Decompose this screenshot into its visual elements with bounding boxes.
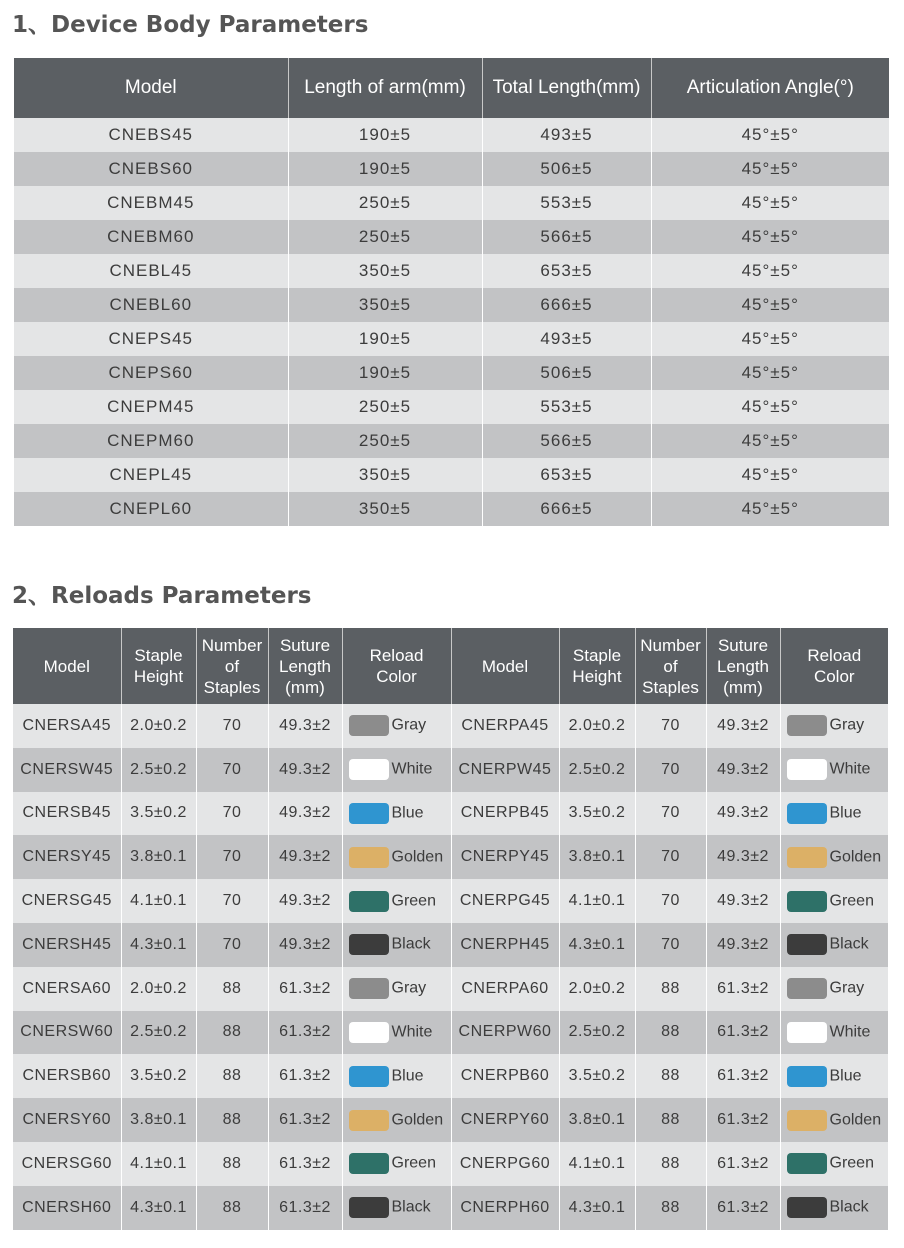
color-name: Black xyxy=(829,1198,869,1216)
reload-model-cell: CNERSB60 xyxy=(13,1054,121,1098)
color-swatch xyxy=(349,1110,389,1131)
table-cell: 350±5 xyxy=(288,288,482,322)
color-name: Green xyxy=(829,892,874,910)
table-cell: 45°±5° xyxy=(651,220,889,254)
reload-height-cell: 4.3±0.1 xyxy=(559,1186,635,1230)
reload-height-cell: 4.1±0.1 xyxy=(559,879,635,923)
color-name: White xyxy=(829,1023,871,1041)
table-cell: 666±5 xyxy=(482,492,651,526)
reload-model-cell: CNERSH45 xyxy=(13,923,121,967)
table-cell: 190±5 xyxy=(288,118,482,152)
table-cell: CNEBM60 xyxy=(14,220,288,254)
table-row xyxy=(14,186,889,220)
reload-color-cell xyxy=(342,1098,451,1142)
reload-model-cell: CNERPB45 xyxy=(451,792,559,836)
table-cell: 45°±5° xyxy=(651,186,889,220)
column-header: Total Length(mm) xyxy=(482,58,651,118)
reload-height-cell: 3.8±0.1 xyxy=(121,835,196,879)
column-header-line: Staples xyxy=(642,677,699,697)
reload-staples-cell: 70 xyxy=(635,835,706,879)
reload-suture-cell: 61.3±2 xyxy=(706,1054,780,1098)
table-cell: 250±5 xyxy=(288,220,482,254)
column-header-line: Length xyxy=(717,656,769,676)
column-header xyxy=(635,628,706,704)
reload-height-cell: 3.5±0.2 xyxy=(559,1054,635,1098)
reload-staples-cell: 88 xyxy=(196,1098,268,1142)
column-header-line: Staple xyxy=(572,646,622,665)
reload-suture-cell: 49.3±2 xyxy=(268,879,342,923)
table-cell: 566±5 xyxy=(482,424,651,458)
reload-height-cell: 3.5±0.2 xyxy=(121,792,196,836)
column-header-line: Number xyxy=(201,635,263,655)
reload-staples-cell: 70 xyxy=(635,792,706,836)
table-cell: 45°±5° xyxy=(651,492,889,526)
table-row xyxy=(13,1054,888,1098)
reload-color-cell xyxy=(780,1098,888,1142)
table-cell: 653±5 xyxy=(482,458,651,492)
column-header-line: Height xyxy=(572,667,622,686)
column-header xyxy=(121,628,196,704)
reload-staples-cell: 88 xyxy=(635,967,706,1011)
reload-height-cell: 2.5±0.2 xyxy=(121,1011,196,1055)
column-header xyxy=(559,628,635,704)
column-header-line: Number xyxy=(640,635,701,655)
table-row xyxy=(14,152,889,186)
color-swatch xyxy=(349,891,389,912)
reload-height-cell: 2.5±0.2 xyxy=(121,748,196,792)
table-cell: 45°±5° xyxy=(651,288,889,322)
table-cell: CNEBL45 xyxy=(14,254,288,288)
column-header: Model xyxy=(14,58,288,118)
reload-suture-cell: 49.3±2 xyxy=(268,748,342,792)
reload-suture-cell: 61.3±2 xyxy=(706,1186,780,1230)
table-cell: 506±5 xyxy=(482,152,651,186)
reload-color-cell xyxy=(780,835,888,879)
reload-color-cell xyxy=(780,792,888,836)
table-cell: 493±5 xyxy=(482,118,651,152)
reload-height-cell: 3.5±0.2 xyxy=(121,1054,196,1098)
color-swatch xyxy=(349,803,389,824)
column-header: Length of arm(mm) xyxy=(288,58,482,118)
reload-model-cell: CNERPA60 xyxy=(451,967,559,1011)
reload-color-cell xyxy=(780,1054,888,1098)
table-cell: 666±5 xyxy=(482,288,651,322)
column-header xyxy=(268,628,342,704)
color-name: Black xyxy=(829,935,869,953)
reload-model-cell: CNERSH60 xyxy=(13,1186,121,1230)
reload-color-cell xyxy=(342,748,451,792)
table-cell: 653±5 xyxy=(482,254,651,288)
table-row xyxy=(13,1142,888,1186)
reload-model-cell: CNERSW45 xyxy=(13,748,121,792)
reload-color-cell xyxy=(780,967,888,1011)
table-cell: 45°±5° xyxy=(651,118,889,152)
table-cell: 493±5 xyxy=(482,322,651,356)
color-swatch xyxy=(349,1153,389,1174)
reload-suture-cell: 49.3±2 xyxy=(706,704,780,748)
table-cell: 350±5 xyxy=(288,458,482,492)
color-name: Green xyxy=(391,892,436,910)
table-cell: CNEPL45 xyxy=(14,458,288,492)
column-header xyxy=(451,628,559,704)
color-name: Blue xyxy=(829,1067,862,1085)
table-cell: CNEPM60 xyxy=(14,424,288,458)
color-name: Golden xyxy=(391,1111,444,1129)
table-cell: 45°±5° xyxy=(651,424,889,458)
color-name: Black xyxy=(391,1198,431,1216)
table-row xyxy=(13,748,888,792)
reload-model-cell: CNERPW45 xyxy=(451,748,559,792)
color-name: Golden xyxy=(829,1111,882,1129)
color-swatch xyxy=(787,934,827,955)
reload-model-cell: CNERPG45 xyxy=(451,879,559,923)
color-swatch xyxy=(787,803,827,824)
color-name: Blue xyxy=(829,804,862,822)
column-header-line: of xyxy=(224,656,240,676)
reload-height-cell: 4.3±0.1 xyxy=(121,1186,196,1230)
color-name: Gray xyxy=(391,979,427,997)
table-row xyxy=(13,1098,888,1142)
table-row xyxy=(13,704,888,748)
table-cell: 350±5 xyxy=(288,492,482,526)
reload-color-cell xyxy=(342,1142,451,1186)
table-header-row xyxy=(14,58,889,118)
column-header-line: Reload xyxy=(807,646,862,665)
column-header xyxy=(706,628,780,704)
color-swatch xyxy=(787,1022,827,1043)
color-swatch xyxy=(349,1197,389,1218)
reload-suture-cell: 49.3±2 xyxy=(706,923,780,967)
color-name: Green xyxy=(391,1154,436,1172)
reload-suture-cell: 49.3±2 xyxy=(706,835,780,879)
device-body-parameters-table xyxy=(14,58,889,526)
color-name: White xyxy=(391,1023,433,1041)
reload-model-cell: CNERPH60 xyxy=(451,1186,559,1230)
reload-model-cell: CNERSA60 xyxy=(13,967,121,1011)
reloads-section-title: 2、Reloads Parameters xyxy=(12,583,312,609)
table-cell: 45°±5° xyxy=(651,152,889,186)
color-swatch xyxy=(787,891,827,912)
column-header-line: of xyxy=(663,656,678,676)
table-cell: 45°±5° xyxy=(651,254,889,288)
color-swatch xyxy=(787,1153,827,1174)
color-name: Green xyxy=(829,1154,874,1172)
table-row xyxy=(13,1011,888,1055)
reload-suture-cell: 49.3±2 xyxy=(706,748,780,792)
reload-height-cell: 2.5±0.2 xyxy=(559,1011,635,1055)
column-header-line: Model xyxy=(43,656,90,676)
color-name: White xyxy=(829,760,871,778)
table-row xyxy=(14,356,889,390)
column-header-line: Staple xyxy=(134,646,183,665)
color-name: Black xyxy=(391,935,431,953)
color-swatch xyxy=(787,1110,827,1131)
table-cell: 45°±5° xyxy=(651,458,889,492)
column-header-line: Suture xyxy=(717,635,769,655)
reload-staples-cell: 70 xyxy=(635,704,706,748)
color-swatch xyxy=(787,978,827,999)
table-row xyxy=(14,492,889,526)
table-row xyxy=(14,220,889,254)
table-cell: CNEBS45 xyxy=(14,118,288,152)
reload-height-cell: 4.3±0.1 xyxy=(559,923,635,967)
reload-model-cell: CNERPG60 xyxy=(451,1142,559,1186)
reload-height-cell: 3.8±0.1 xyxy=(559,1098,635,1142)
reload-suture-cell: 61.3±2 xyxy=(268,1054,342,1098)
reload-color-cell xyxy=(780,923,888,967)
reload-color-cell xyxy=(780,704,888,748)
table-row xyxy=(13,967,888,1011)
reload-suture-cell: 61.3±2 xyxy=(706,1142,780,1186)
reload-height-cell: 3.5±0.2 xyxy=(559,792,635,836)
reload-color-cell xyxy=(780,1011,888,1055)
reload-suture-cell: 49.3±2 xyxy=(268,704,342,748)
reload-height-cell: 4.3±0.1 xyxy=(121,923,196,967)
table-row xyxy=(14,424,889,458)
reload-suture-cell: 61.3±2 xyxy=(706,967,780,1011)
table-row xyxy=(14,390,889,424)
reload-color-cell xyxy=(342,967,451,1011)
reload-color-cell xyxy=(780,1186,888,1230)
reload-suture-cell: 61.3±2 xyxy=(268,967,342,1011)
color-swatch xyxy=(349,715,389,736)
color-name: Blue xyxy=(391,1067,424,1085)
reload-suture-cell: 49.3±2 xyxy=(268,835,342,879)
reload-model-cell: CNERPB60 xyxy=(451,1054,559,1098)
column-header xyxy=(780,628,888,704)
reload-model-cell: CNERPH45 xyxy=(451,923,559,967)
reload-height-cell: 2.0±0.2 xyxy=(559,704,635,748)
reload-suture-cell: 61.3±2 xyxy=(268,1142,342,1186)
reload-color-cell xyxy=(342,792,451,836)
table-header-row xyxy=(13,628,888,704)
reload-color-cell xyxy=(342,1186,451,1230)
color-swatch xyxy=(787,715,827,736)
table-cell: 190±5 xyxy=(288,152,482,186)
reload-staples-cell: 70 xyxy=(196,704,268,748)
table-cell: CNEBS60 xyxy=(14,152,288,186)
table-cell: 45°±5° xyxy=(651,356,889,390)
reload-staples-cell: 70 xyxy=(635,879,706,923)
column-header-line: Reload xyxy=(369,646,424,665)
color-name: Gray xyxy=(829,716,865,734)
reload-color-cell xyxy=(342,1011,451,1055)
reload-staples-cell: 70 xyxy=(196,923,268,967)
table-row xyxy=(13,1186,888,1230)
reload-height-cell: 4.1±0.1 xyxy=(121,1142,196,1186)
reload-staples-cell: 88 xyxy=(196,1011,268,1055)
table-row xyxy=(14,254,889,288)
table-row xyxy=(13,923,888,967)
device-body-section-title: 1、Device Body Parameters xyxy=(12,12,369,38)
table-row xyxy=(13,835,888,879)
color-name: Golden xyxy=(391,848,444,866)
reload-height-cell: 2.0±0.2 xyxy=(121,704,196,748)
color-name: Blue xyxy=(391,804,424,822)
reload-model-cell: CNERPW60 xyxy=(451,1011,559,1055)
reload-staples-cell: 88 xyxy=(635,1098,706,1142)
table-row xyxy=(14,458,889,492)
column-header-line: (mm) xyxy=(285,677,325,697)
color-swatch xyxy=(787,759,827,780)
reload-model-cell: CNERSY60 xyxy=(13,1098,121,1142)
reload-color-cell xyxy=(780,879,888,923)
color-name: Gray xyxy=(391,716,427,734)
reload-staples-cell: 88 xyxy=(635,1054,706,1098)
reload-suture-cell: 61.3±2 xyxy=(268,1011,342,1055)
column-header xyxy=(342,628,451,704)
table-cell: 350±5 xyxy=(288,254,482,288)
column-header xyxy=(196,628,268,704)
reload-staples-cell: 88 xyxy=(196,1054,268,1098)
reload-suture-cell: 61.3±2 xyxy=(268,1186,342,1230)
table-row xyxy=(14,288,889,322)
color-swatch xyxy=(349,978,389,999)
table-row xyxy=(13,879,888,923)
table-cell: CNEPL60 xyxy=(14,492,288,526)
table-row xyxy=(13,792,888,836)
column-header-line: Model xyxy=(481,656,529,676)
table-cell: 553±5 xyxy=(482,390,651,424)
table-row xyxy=(14,322,889,356)
reload-suture-cell: 49.3±2 xyxy=(706,792,780,836)
reload-suture-cell: 61.3±2 xyxy=(706,1098,780,1142)
reload-height-cell: 2.5±0.2 xyxy=(559,748,635,792)
reload-staples-cell: 70 xyxy=(635,923,706,967)
table-cell: 250±5 xyxy=(288,390,482,424)
reload-model-cell: CNERSW60 xyxy=(13,1011,121,1055)
table-cell: CNEBL60 xyxy=(14,288,288,322)
column-header-line: (mm) xyxy=(723,677,763,697)
reload-height-cell: 3.8±0.1 xyxy=(559,835,635,879)
table-cell: 506±5 xyxy=(482,356,651,390)
reload-staples-cell: 70 xyxy=(196,835,268,879)
color-name: Golden xyxy=(829,848,882,866)
table-cell: CNEPM45 xyxy=(14,390,288,424)
table-cell: 45°±5° xyxy=(651,322,889,356)
reload-staples-cell: 88 xyxy=(196,967,268,1011)
reload-suture-cell: 61.3±2 xyxy=(268,1098,342,1142)
reload-staples-cell: 88 xyxy=(635,1142,706,1186)
color-swatch xyxy=(787,1066,827,1087)
reload-model-cell: CNERPY45 xyxy=(451,835,559,879)
reload-color-cell xyxy=(342,1054,451,1098)
table-cell: 190±5 xyxy=(288,356,482,390)
reload-color-cell xyxy=(342,879,451,923)
reload-model-cell: CNERSG45 xyxy=(13,879,121,923)
reload-model-cell: CNERPA45 xyxy=(451,704,559,748)
reloads-parameters-table xyxy=(13,628,888,1230)
color-swatch xyxy=(787,1197,827,1218)
table-row xyxy=(14,118,889,152)
reload-staples-cell: 88 xyxy=(196,1142,268,1186)
reload-model-cell: CNERSB45 xyxy=(13,792,121,836)
table-cell: 250±5 xyxy=(288,424,482,458)
color-swatch xyxy=(349,847,389,868)
reload-staples-cell: 70 xyxy=(196,792,268,836)
table-cell: CNEPS45 xyxy=(14,322,288,356)
column-header-line: Color xyxy=(376,667,417,686)
reload-suture-cell: 49.3±2 xyxy=(706,879,780,923)
reload-height-cell: 2.0±0.2 xyxy=(559,967,635,1011)
reload-color-cell xyxy=(780,748,888,792)
table-cell: 566±5 xyxy=(482,220,651,254)
color-swatch xyxy=(349,1066,389,1087)
reload-height-cell: 3.8±0.1 xyxy=(121,1098,196,1142)
reload-staples-cell: 70 xyxy=(635,748,706,792)
color-swatch xyxy=(349,934,389,955)
reload-staples-cell: 88 xyxy=(635,1186,706,1230)
reload-height-cell: 2.0±0.2 xyxy=(121,967,196,1011)
reload-height-cell: 4.1±0.1 xyxy=(559,1142,635,1186)
column-header-line: Height xyxy=(133,667,184,686)
table-cell: 45°±5° xyxy=(651,390,889,424)
reload-staples-cell: 70 xyxy=(196,748,268,792)
color-name: Gray xyxy=(829,979,865,997)
reload-model-cell: CNERPY60 xyxy=(451,1098,559,1142)
reload-model-cell: CNERSG60 xyxy=(13,1142,121,1186)
reload-staples-cell: 88 xyxy=(196,1186,268,1230)
column-header xyxy=(13,628,121,704)
reload-staples-cell: 88 xyxy=(635,1011,706,1055)
table-cell: CNEBM45 xyxy=(14,186,288,220)
reload-suture-cell: 49.3±2 xyxy=(268,792,342,836)
reload-color-cell xyxy=(780,1142,888,1186)
color-swatch xyxy=(787,847,827,868)
table-cell: 250±5 xyxy=(288,186,482,220)
color-name: White xyxy=(391,760,433,778)
reload-color-cell xyxy=(342,704,451,748)
table-cell: 553±5 xyxy=(482,186,651,220)
reload-model-cell: CNERSA45 xyxy=(13,704,121,748)
reload-color-cell xyxy=(342,835,451,879)
column-header-line: Suture xyxy=(279,635,331,655)
column-header: Articulation Angle(°) xyxy=(651,58,889,118)
reload-color-cell xyxy=(342,923,451,967)
reload-height-cell: 4.1±0.1 xyxy=(121,879,196,923)
column-header-line: Staples xyxy=(203,677,261,697)
reload-suture-cell: 61.3±2 xyxy=(706,1011,780,1055)
column-header-line: Color xyxy=(813,667,855,686)
table-cell: CNEPS60 xyxy=(14,356,288,390)
color-swatch xyxy=(349,1022,389,1043)
reload-model-cell: CNERSY45 xyxy=(13,835,121,879)
table-cell: 190±5 xyxy=(288,322,482,356)
reload-suture-cell: 49.3±2 xyxy=(268,923,342,967)
color-swatch xyxy=(349,759,389,780)
column-header-line: Length xyxy=(279,656,331,676)
reload-staples-cell: 70 xyxy=(196,879,268,923)
